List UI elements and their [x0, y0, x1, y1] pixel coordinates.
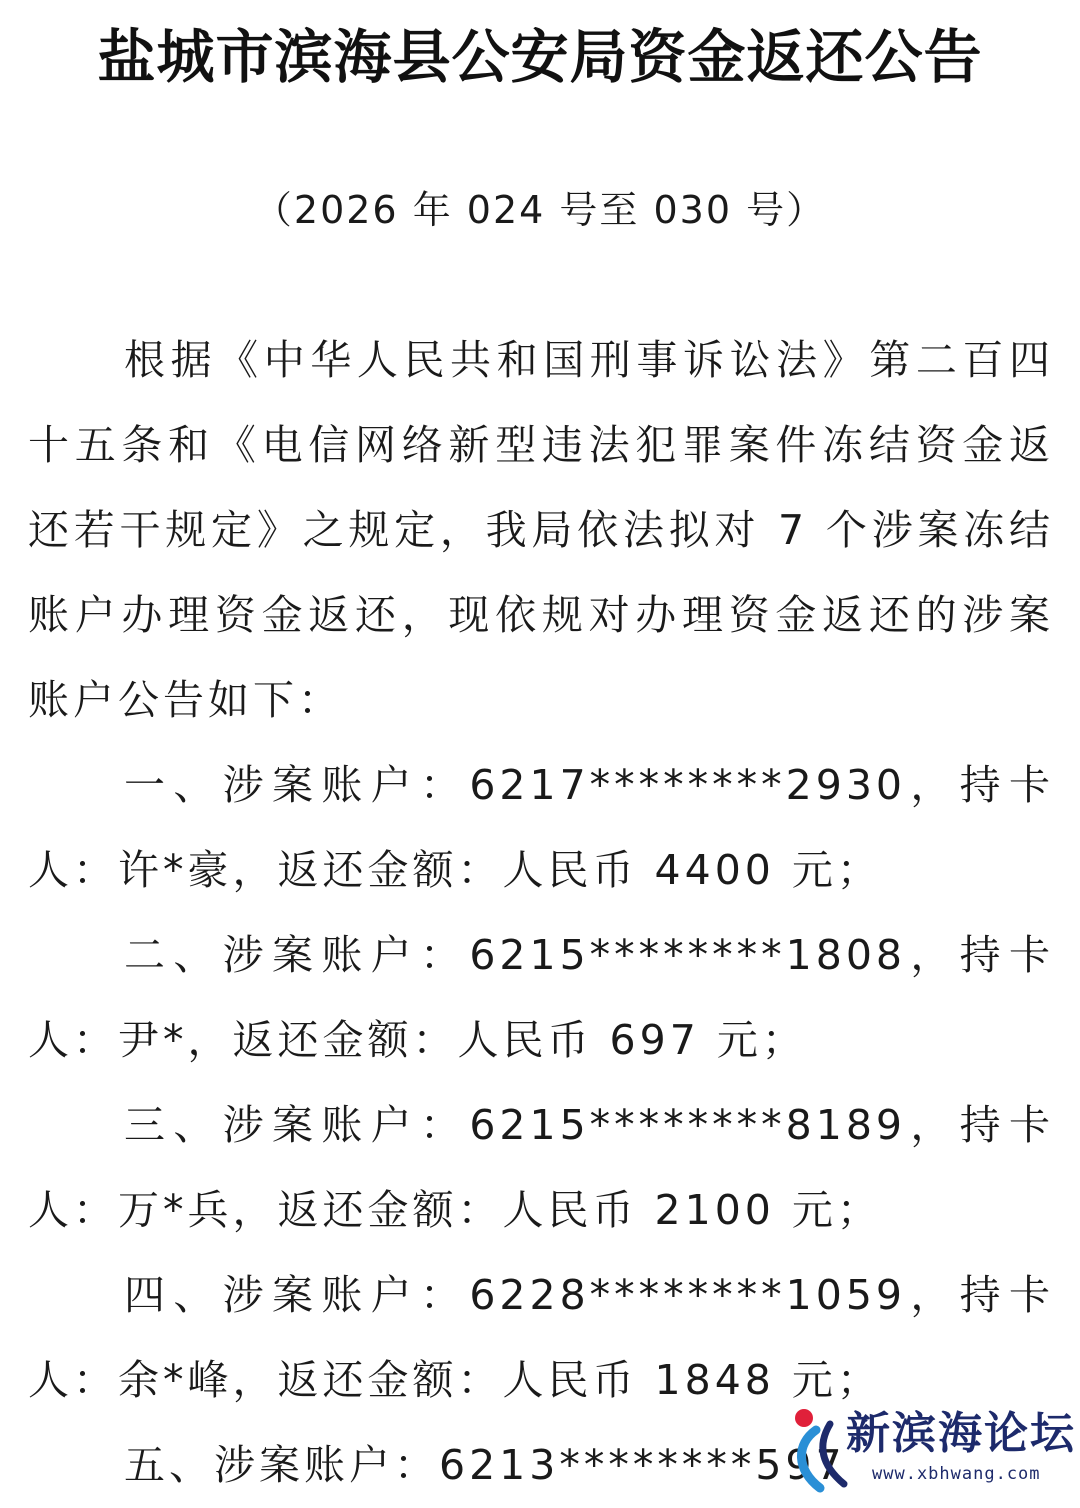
document-body	[28, 318, 1054, 1508]
account-item-4: 四、涉案账户：6228********1059，持卡人：余*峰，返还金额：人民币 1848 元；	[28, 1271, 1054, 1404]
document-title: 盐城市滨海县公安局资金返还公告	[97, 23, 983, 91]
account-item-2: 二、涉案账户：6215********1808，持卡人：尹*，返还金额：人民币 697 元；	[28, 931, 1054, 1064]
account-item-1: 一、涉案账户：6217********2930，持卡人：许*豪，返还金额：人民币 4400 元；	[28, 761, 1054, 894]
intro-paragraph: 根据《中华人民共和国刑事诉讼法》第二百四十五条和《电信网络新型违法犯罪案件冻结资金返还若干规定》之规定，我局依法拟对 7 个涉案冻结账户办理资金返还，现依规对办理资金返还的涉案账户公告如下：	[28, 336, 1054, 724]
site-watermark	[780, 1400, 1076, 1500]
watermark-url: www.xbhwang.com	[872, 1464, 1041, 1484]
document-subtitle: （2026 年 024 号至 030 号）	[253, 188, 827, 232]
account-item-3: 三、涉案账户：6215********8189，持卡人：万*兵，返还金额：人民币 2100 元；	[28, 1101, 1054, 1234]
watermark-site-name: 新滨海论坛	[846, 1408, 1076, 1459]
account-item-5: 五、涉案账户：6213********597	[124, 1441, 846, 1489]
